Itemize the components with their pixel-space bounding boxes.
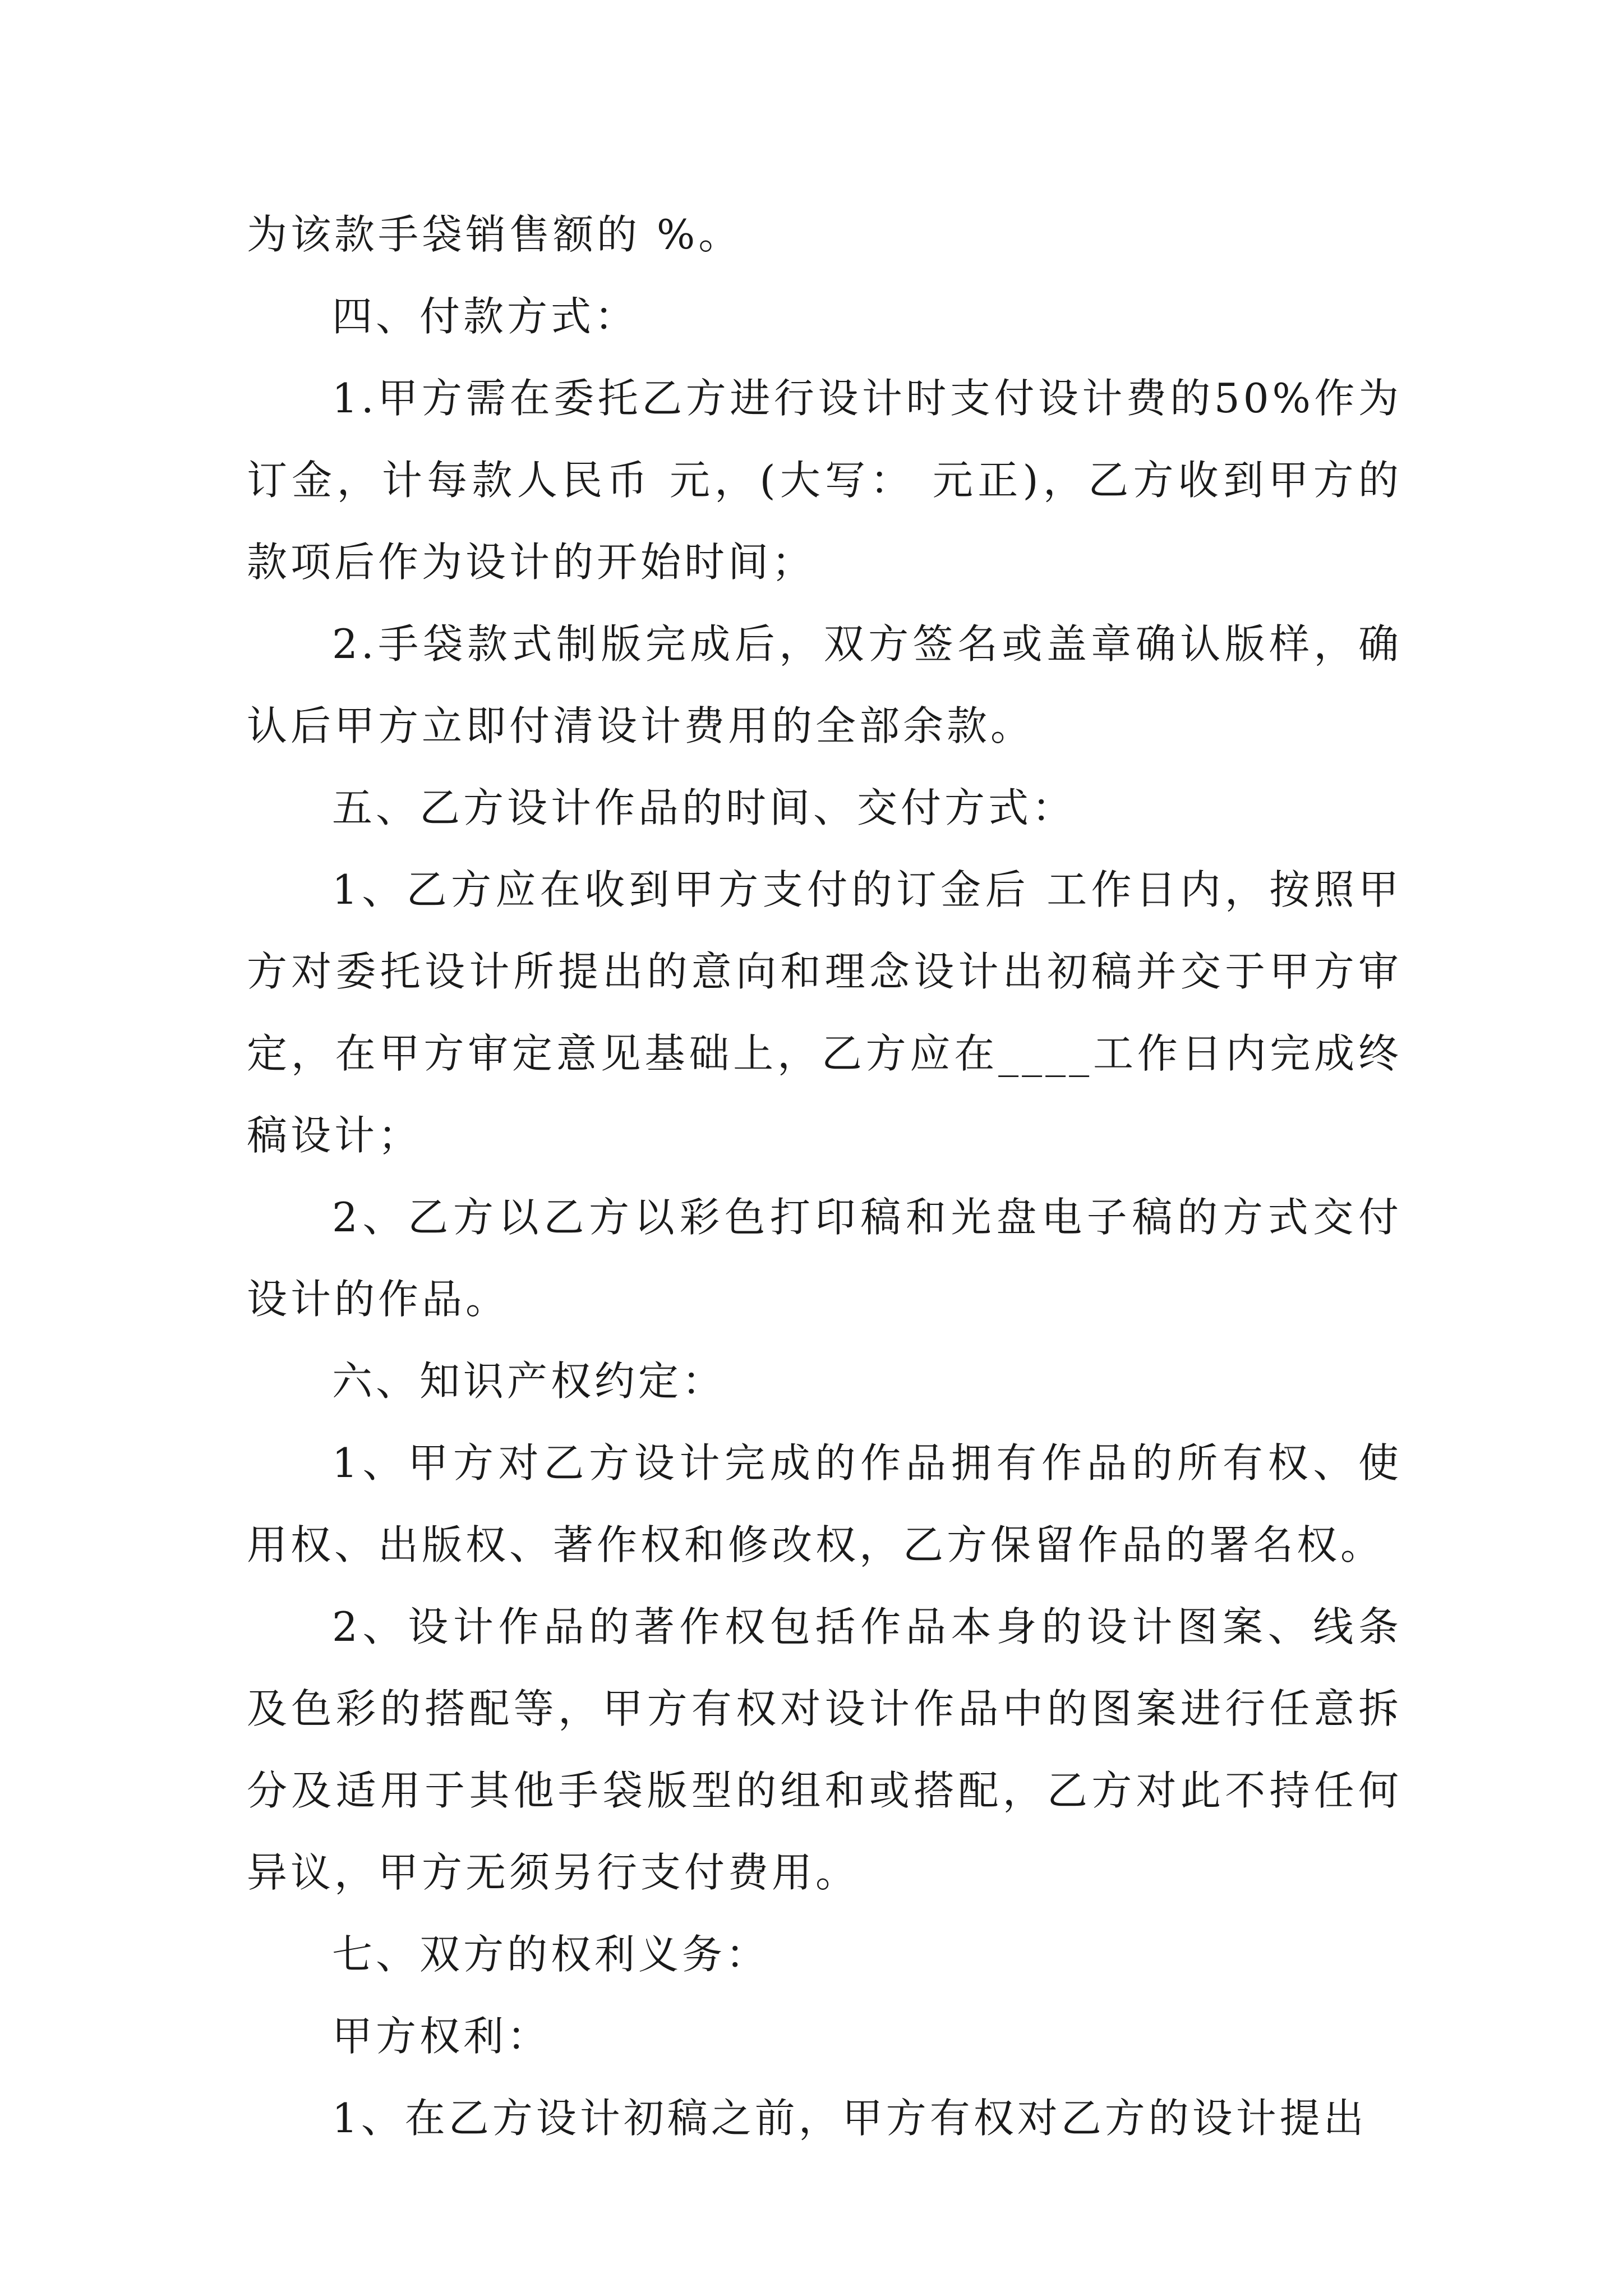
paragraph-design-schedule: 1、乙方应在收到甲方支付的订金后 工作日内，按照甲方对委托设计所提出的意向和理念设计出初稿并交于甲方审定，在甲方审定意见基础上，乙方应在____工作日内完成终稿设计； <box>247 866 1402 1159</box>
section-heading-delivery: 五、乙方设计作品的时间、交付方式： <box>332 784 1076 831</box>
paragraph-continuation: 为该款手袋销售额的 %。 <box>247 211 743 258</box>
paragraph-deposit-payment: 1.甲方需在委托乙方进行设计时支付设计费的50%作为订金，计每款人民币 元，(大写： 元正)，乙方收到甲方的款项后作为设计的开始时间； <box>247 375 1402 586</box>
section-heading-payment-method: 四、付款方式： <box>332 293 639 340</box>
document-body <box>247 194 1402 2159</box>
subheading-party-a-rights: 甲方权利： <box>332 2013 551 2060</box>
paragraph-copyright-scope: 2、设计作品的著作权包括作品本身的设计图案、线条及色彩的搭配等，甲方有权对设计作品中的图案进行任意拆分及适用于其他手袋版型的组和或搭配，乙方对此不持任何异议，甲方无须另行支付费用。 <box>247 1603 1402 1896</box>
paragraph-delivery-format: 2、乙方以乙方以彩色打印稿和光盘电子稿的方式交付设计的作品。 <box>247 1194 1402 1323</box>
section-heading-rights-obligations: 七、双方的权利义务： <box>332 1931 770 1978</box>
paragraph-balance-payment: 2.手袋款式制版完成后，双方签名或盖章确认版样，确认后甲方立即付清设计费用的全部余款。 <box>247 620 1402 749</box>
paragraph-ownership-rights: 1、甲方对乙方设计完成的作品拥有作品的所有权、使用权、出版权、著作权和修改权，乙方保留作品的署名权。 <box>247 1439 1402 1568</box>
paragraph-party-a-right-1: 1、在乙方设计初稿之前，甲方有权对乙方的设计提出 <box>332 2095 1367 2142</box>
section-heading-intellectual-property: 六、知识产权约定： <box>332 1358 726 1405</box>
